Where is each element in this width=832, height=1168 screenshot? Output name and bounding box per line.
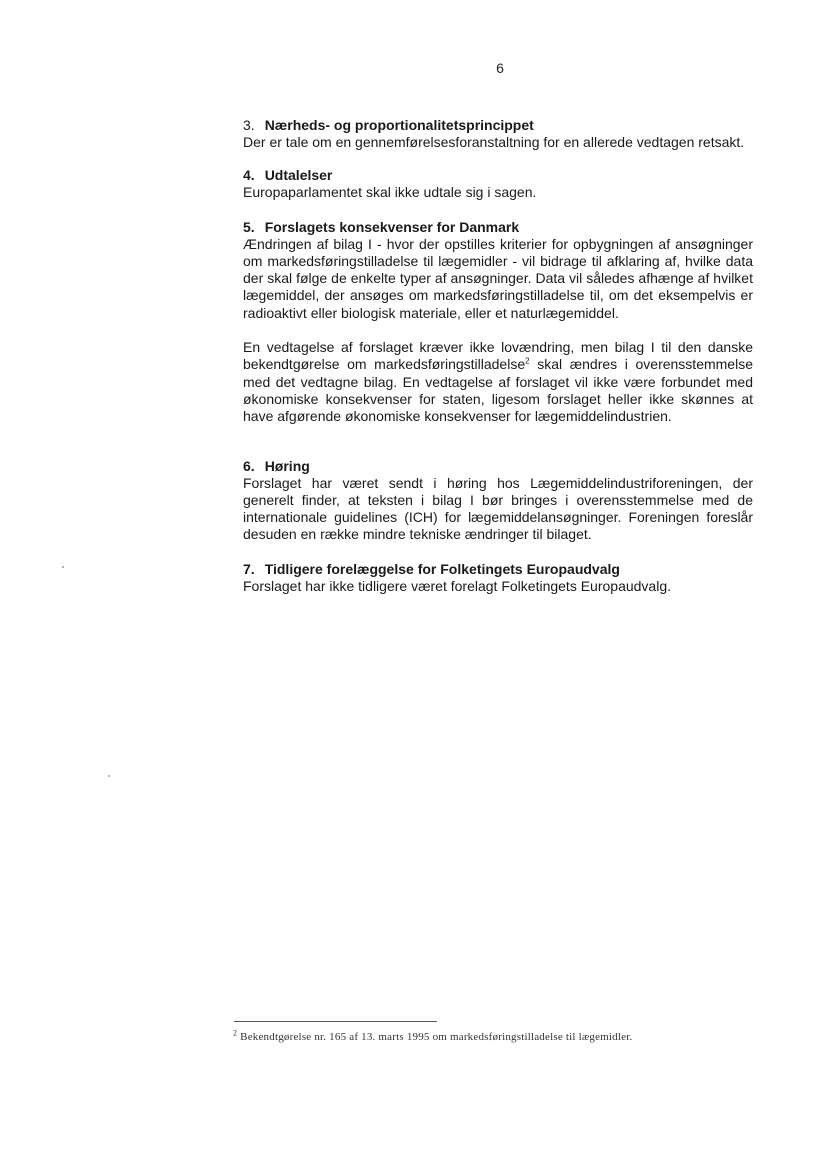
- section-6-number: 6.: [243, 457, 255, 474]
- section-6-title: Høring: [264, 457, 310, 474]
- section-7-text: Forslaget har ikke tidligere været forelagt Folketingets Europaudvalg.: [243, 577, 671, 594]
- section-3-text: Der er tale om en gennemførelsesforanstaltning for en allerede vedtagen retsakt.: [243, 134, 745, 150]
- section-6: [243, 458, 753, 544]
- section-5-paragraph-1: Ændringen af bilag I - hvor der opstilles kriterier for opbygningen af ansøgninger om markedsføringstilladelse til lægemidler - vil bidrage til afklaring af, hvilke data der skal følge de enkelte typer af ansøgninger. Data vil således afhænge af hvilket lægemiddel, der ansøges om markedsføringstilladelse til, om det eksempelvis er radioaktivt eller biologisk materiale, eller et naturlægemiddel.: [243, 235, 753, 321]
- footnote-text: Bekendtgørelse nr. 165 af 13. marts 1995 om markedsføringstilladelse til lægemidler.: [240, 1031, 633, 1043]
- section-7-number: 7.: [243, 560, 255, 577]
- section-7-heading: [243, 561, 753, 578]
- section-4-heading: [243, 167, 753, 184]
- footnote-marker: 2: [233, 1028, 238, 1038]
- section-6-text: Forslaget har været sendt i høring hos Lægemiddelindustriforeningen, der generelt finder, at teksten i bilag I bør bringes i overensstemmelse med de internationale guidelines (ICH) for lægemiddelansøgninger. Foreningen foreslår desuden en række mindre tekniske ændringer til bilaget.: [243, 474, 753, 543]
- section-3-title: Nærheds- og proportionalitetsprincippet: [264, 117, 534, 133]
- document-body: [243, 117, 753, 595]
- scan-speck: [62, 566, 64, 568]
- section-3-number: 3.: [243, 117, 255, 133]
- section-4-title: Udtalelser: [264, 167, 333, 184]
- page-number: 6: [496, 60, 504, 76]
- section-3-heading: [243, 117, 753, 134]
- section-5-paragraph-2-end: skal ændres i overensstemmelse med det vedtagne bilag. En vedtagelse af forslaget vil ikke være forbundet med økonomiske konsekvenser for staten, ligesom forslaget heller ikke skønnes at have afgørende økonomiske konsekvenser for lægemiddelindustrien.: [243, 356, 753, 425]
- footnote-divider: [234, 1021, 437, 1022]
- section-5-paragraph-2-start: En vedtagelse af forslaget kræver ikke lovændring, men bilag I til den danske bekendtgørelse om markedsføringstilladelse: [243, 339, 753, 373]
- section-6-heading: [243, 458, 753, 475]
- section-3: [243, 117, 753, 151]
- section-5-number: 5.: [243, 218, 255, 235]
- section-5-heading: [243, 219, 753, 236]
- section-7-title: Tidligere forelæggelse for Folketingets Europaudvalg: [264, 560, 620, 577]
- section-5-title: Forslagets konsekvenser for Danmark: [264, 218, 520, 235]
- section-7: [243, 561, 753, 595]
- footnote-reference[interactable]: 2: [525, 356, 530, 366]
- section-4: [243, 167, 753, 201]
- section-4-number: 4.: [243, 167, 255, 184]
- scan-speck: [108, 775, 110, 777]
- section-5-paragraph-2: [243, 339, 753, 425]
- section-4-text: Europaparlamentet skal ikke udtale sig i sagen.: [243, 184, 537, 201]
- footnote: [233, 1028, 753, 1043]
- section-5: [243, 219, 753, 426]
